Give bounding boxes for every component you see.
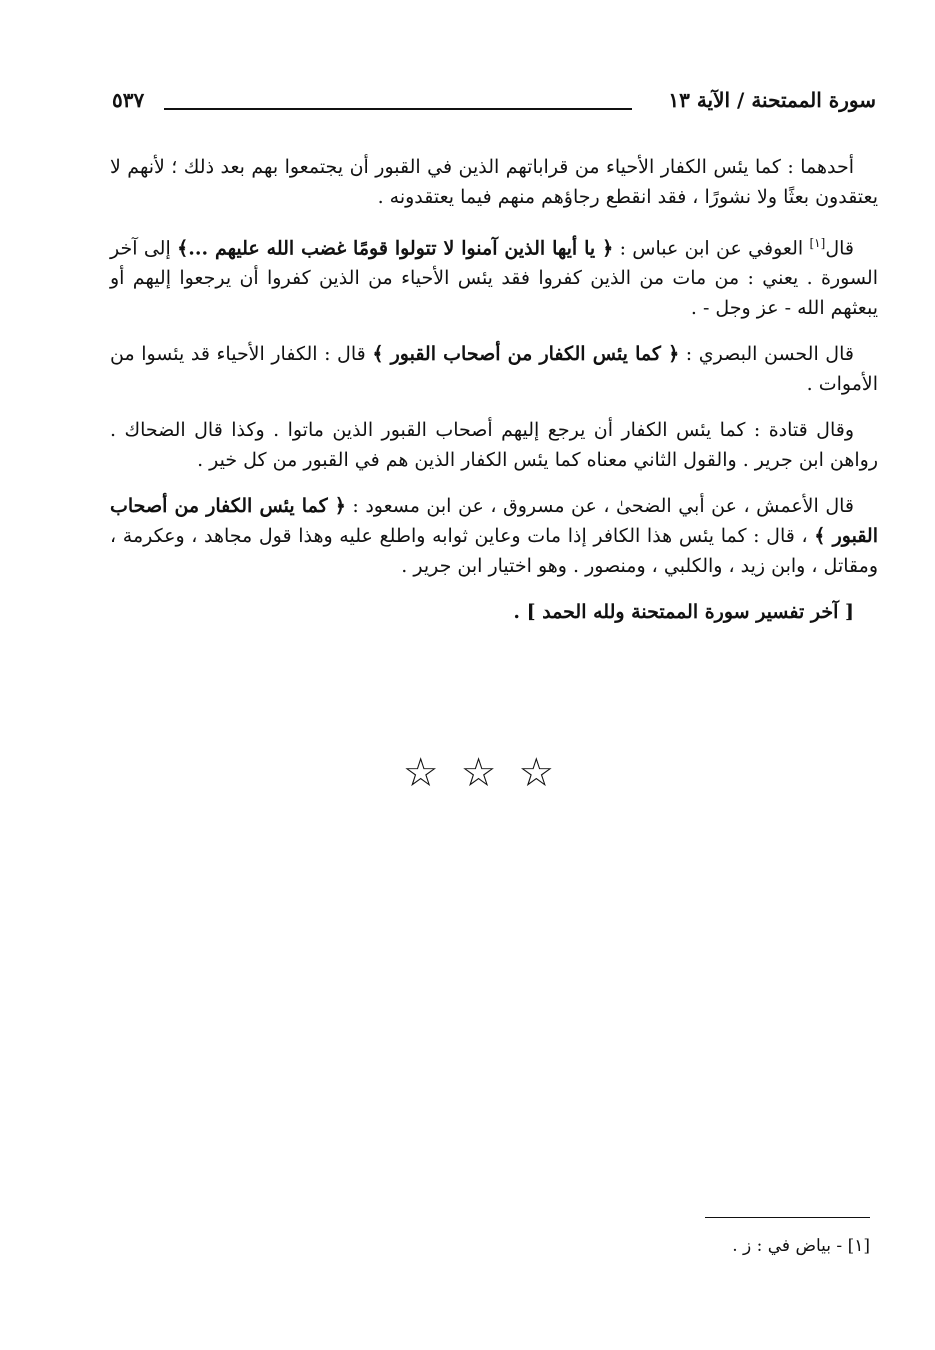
page-number: ٥٣٧	[112, 88, 145, 112]
quran-quote: ﴿ كما يئس الكفار من أصحاب القبور ﴾	[110, 495, 878, 548]
footnote-reference: [١]	[809, 236, 826, 250]
running-title: سورة الممتحنة / الآية ١٣	[668, 88, 876, 112]
paragraph-text: العوفي عن ابن عباس :	[613, 237, 810, 260]
main-text	[110, 152, 878, 627]
footnote: [١] - بياض في : ز .	[732, 1236, 870, 1256]
paragraph-2	[110, 228, 878, 323]
header-rule	[164, 108, 632, 110]
paragraph-lead: قال	[825, 237, 854, 260]
paragraph-4	[110, 415, 878, 475]
paragraph-text: قال الأعمش ، عن أبي الضحىٰ ، عن مسروق ، عن ابن مسعود :	[345, 495, 854, 518]
paragraph-5	[110, 491, 878, 581]
closing-note: [ آخر تفسير سورة الممتحنة ولله الحمد ] .	[513, 601, 854, 624]
paragraph-text: وقال قتادة : كما يئس الكفار أن يرجع إليهم أصحاب القبور الذين ماتوا . وكذا قال الضحاك . رواهن ابن جرير . والقول الثاني معناه كما يئس الكفار الذين هم في القبور من كل خير .	[110, 419, 878, 472]
paragraph-text: أحدهما : كما يئس الكفار الأحياء من قراباتهم الذين في القبور أن يجتمعوا بهم بعد ذلك ؛ لأنهم لا يعتقدون بعثًا ولا نشورًا ، فقد انقطع رجاؤهم منهم فيما يعتقدونه .	[110, 156, 878, 208]
paragraph-text: إلى آخر السورة . يعني : من مات من الذين كفروا فقد يئس الأحياء من الذين كفروا أن يرجعوا إليهم أو يبعثهم الله - عز وجل - .	[110, 237, 878, 320]
quran-quote: ﴿ كما يئس الكفار من أصحاب القبور ﴾	[372, 343, 680, 366]
page-header	[112, 88, 876, 122]
paragraph-text: قال الحسن البصري :	[679, 343, 854, 366]
star-ornament: ☆☆☆	[402, 750, 577, 796]
paragraph-text: ، قال : كما يئس هذا الكافر إذا مات وعاين ثوابه واطلع عليه وهذا قول مجاهد ، وعكرمة ، ومقاتل ، وابن زيد ، والكلبي ، ومنصور . وهو اختيار ابن جرير .	[110, 525, 878, 578]
footnote-rule	[705, 1217, 870, 1218]
paragraph-3	[110, 339, 878, 399]
quran-quote: ﴿ يا أيها الذين آمنوا لا تتولوا قومًا غضب الله عليهم ...﴾	[177, 237, 614, 260]
paragraph-text: قال : الكفار الأحياء قد يئسوا من الأموات .	[110, 343, 878, 396]
paragraph-1	[110, 152, 878, 212]
